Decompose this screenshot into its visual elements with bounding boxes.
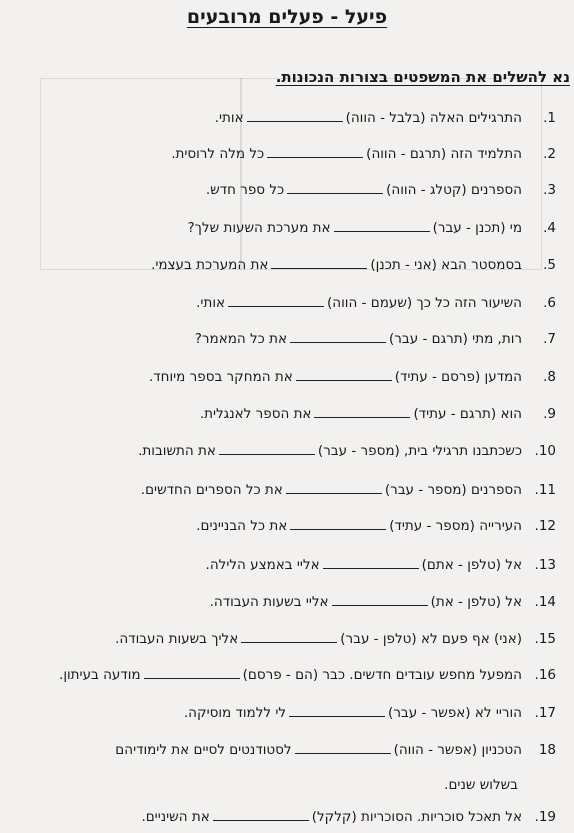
- item-number: 6.: [543, 295, 556, 311]
- item-number: 15.: [534, 631, 556, 647]
- exercise-item: [0, 109, 556, 127]
- exercise-item: [0, 808, 556, 826]
- item-prompt: המדען (פרסם - עתיד): [394, 369, 522, 385]
- item-18-continuation: בשלוש שנים.: [444, 777, 518, 793]
- item-number: 9.: [543, 406, 556, 422]
- answer-blank[interactable]: [144, 666, 240, 679]
- item-number: 11.: [534, 482, 556, 498]
- bleed-through-line: [240, 78, 242, 270]
- exercise-item: [0, 256, 556, 274]
- answer-blank[interactable]: [289, 704, 385, 717]
- answer-blank[interactable]: [296, 368, 392, 381]
- exercise-item: [0, 368, 556, 386]
- answer-blank[interactable]: [287, 181, 383, 194]
- item-prompt: מי (תכנן - עבר): [432, 220, 522, 236]
- item-ending: לי ללמוד מוסיקה.: [183, 705, 287, 721]
- instructions: נא להשלים את המשפטים בצורות הנכונות.: [275, 68, 570, 86]
- answer-blank[interactable]: [290, 330, 386, 343]
- exercise-item: [0, 145, 556, 163]
- exercise-item: [0, 405, 556, 423]
- item-number: 17.: [534, 705, 556, 721]
- item-prompt: הספרנים (מספר - עבר): [384, 482, 522, 498]
- item-ending: אליך בשעות העבודה.: [115, 631, 239, 647]
- answer-blank[interactable]: [241, 630, 337, 643]
- item-ending: את מערכת השעות שלך?: [187, 220, 331, 236]
- item-ending: את המחקר בספר מיוחד.: [149, 369, 293, 385]
- item-ending: אליי באמצע הלילה.: [205, 557, 320, 573]
- item-prompt: הוריי לא (אפשר - עבר): [388, 705, 522, 721]
- exercise-item: [0, 219, 556, 237]
- exercise-item: [0, 294, 556, 312]
- exercise-item: [0, 442, 556, 460]
- item-number: 18: [538, 742, 556, 758]
- item-prompt: התלמיד הזה (תרגם - הווה): [366, 146, 522, 162]
- item-prompt: (אני) אף פעם לא (טלפן - עבר): [340, 631, 522, 647]
- item-number: 12.: [534, 518, 556, 534]
- exercise-item: [0, 181, 556, 199]
- item-ending: את כל הספרים החדשים.: [140, 482, 283, 498]
- item-number: 14.: [534, 594, 556, 610]
- exercise-item: [0, 481, 556, 499]
- answer-blank[interactable]: [286, 481, 382, 494]
- exercise-item: [0, 556, 556, 574]
- exercise-item: [0, 666, 556, 684]
- item-ending: כל מלה לרוסית.: [171, 146, 265, 162]
- item-ending: אותי.: [214, 110, 244, 126]
- item-prompt: בסמסטר הבא (אני - תכנן): [370, 257, 522, 273]
- answer-blank[interactable]: [295, 741, 391, 754]
- item-prompt: הספרנים (קטלג - הווה): [386, 182, 522, 198]
- answer-blank[interactable]: [219, 442, 315, 455]
- item-ending: אותי.: [196, 295, 226, 311]
- exercise-item: [0, 330, 556, 348]
- exercise-item: [0, 741, 556, 759]
- item-prompt: אל (טלפן - את): [430, 594, 522, 610]
- item-number: 19.: [534, 809, 556, 825]
- item-number: 8.: [543, 369, 556, 385]
- item-ending: את הספר לאנגלית.: [199, 406, 312, 422]
- item-prompt: אל תאכל סוכריות. הסוכריות (קלקל): [311, 809, 522, 825]
- answer-blank[interactable]: [290, 517, 386, 530]
- item-prompt: הוא (תרגם - עתיד): [413, 406, 522, 422]
- answer-blank[interactable]: [271, 256, 367, 269]
- answer-blank[interactable]: [247, 109, 343, 122]
- item-number: 3.: [543, 182, 556, 198]
- item-ending: את התשובות.: [138, 443, 216, 459]
- item-number: 2.: [543, 146, 556, 162]
- item-prompt: הטכניון (אפשר - הווה): [393, 742, 522, 758]
- item-number: 7.: [543, 331, 556, 347]
- item-prompt: כשכתבנו תרגילי בית, (מספר - עבר): [317, 443, 522, 459]
- item-ending: את השיניים.: [141, 809, 210, 825]
- answer-blank[interactable]: [267, 145, 363, 158]
- item-number: 5.: [543, 257, 556, 273]
- item-prompt: המפעל מחפש עובדים חדשים. כבר (הם - פרסם): [242, 667, 522, 683]
- item-number: 4.: [543, 220, 556, 236]
- item-ending: את המערכת בעצמי.: [151, 257, 269, 273]
- item-number: 1.: [543, 110, 556, 126]
- page-title: פיעל - פעלים מרובעים: [186, 6, 388, 28]
- item-ending: לסטודנטים לסיים את לימודיהם: [115, 742, 292, 758]
- item-ending: את כל הבניינים.: [196, 518, 288, 534]
- item-ending: את כל המאמר?: [194, 331, 288, 347]
- item-prompt: העירייה (מספר - עתיד): [389, 518, 522, 534]
- answer-blank[interactable]: [228, 294, 324, 307]
- answer-blank[interactable]: [323, 556, 419, 569]
- item-number: 16.: [534, 667, 556, 683]
- item-number: 13.: [534, 557, 556, 573]
- item-prompt: התרגילים האלה (בלבל - הווה): [345, 110, 522, 126]
- item-prompt: רות, מתי (תרגם - עבר): [389, 331, 522, 347]
- answer-blank[interactable]: [332, 593, 428, 606]
- exercise-item: [0, 704, 556, 722]
- answer-blank[interactable]: [213, 808, 309, 821]
- answer-blank[interactable]: [334, 219, 430, 232]
- item-prompt: השיעור הזה כל כך (שעמם - הווה): [327, 295, 522, 311]
- answer-blank[interactable]: [314, 405, 410, 418]
- item-ending: כל ספר חדש.: [205, 182, 285, 198]
- exercise-item: [0, 630, 556, 648]
- exercise-item: [0, 517, 556, 535]
- item-number: 10.: [534, 443, 556, 459]
- item-prompt: אל (טלפן - אתם): [421, 557, 522, 573]
- item-ending: אליי בשעות העבודה.: [209, 594, 329, 610]
- exercise-item: [0, 593, 556, 611]
- bleed-through-table: [40, 78, 542, 270]
- item-ending: מודעה בעיתון.: [59, 667, 141, 683]
